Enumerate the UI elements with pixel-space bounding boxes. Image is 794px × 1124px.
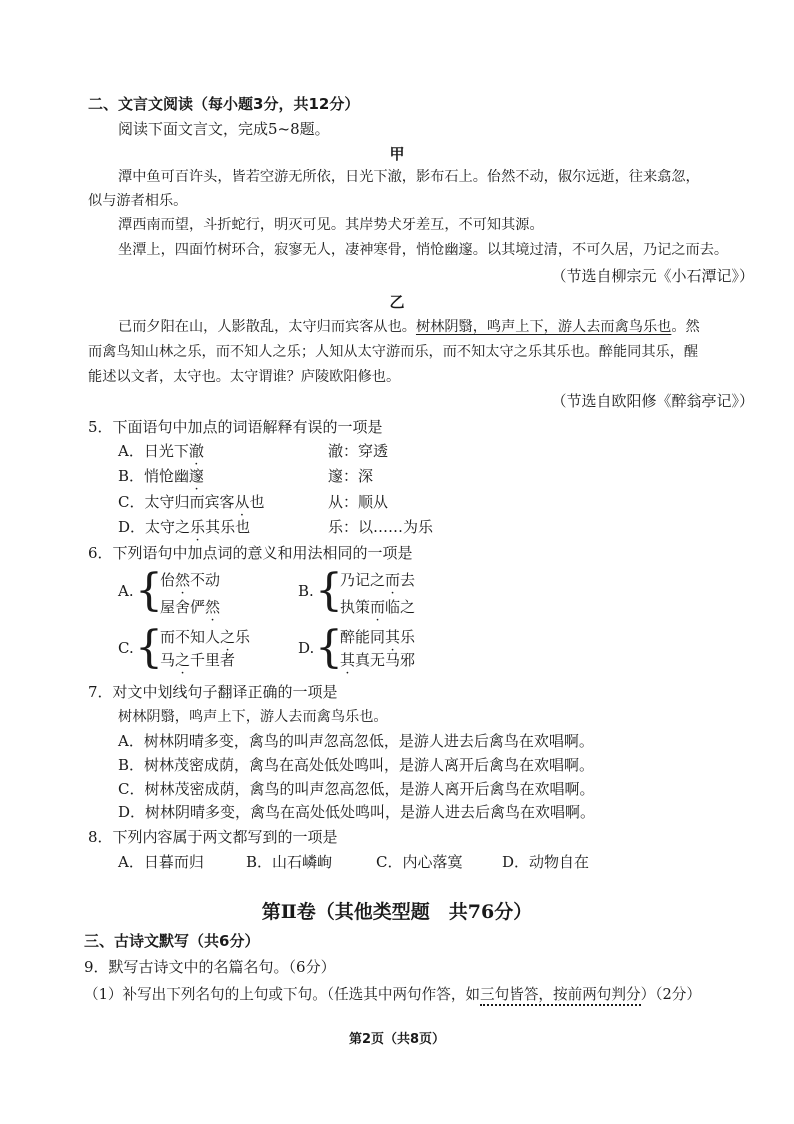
passage-jia-label: 甲 [389,145,405,163]
q7-option-a: A．树林阴晴多变，禽鸟的叫声忽高忽低，是游人进去后禽鸟在欢唱啊。 [118,732,594,750]
q6-c-line2 [160,650,235,670]
q7-option-b: B．树林茂密成荫，禽鸟在高处低处鸣叫，是游人离开后禽鸟在欢唱啊。 [118,756,595,774]
q6-c-line1 [160,627,250,647]
q8-option-c: C．内心落寞 [376,853,463,871]
q9-stem: 9．默写古诗文中的名篇名句。（6分） [84,958,336,976]
text: 屋舍俨 [160,598,206,616]
passage-yi-p1 [118,317,700,337]
passage-yi-p2: 而禽鸟知山林之乐，而不知人之乐；人知从太守游而乐，而不知太守之乐其乐也。醉能同其乐，醒 [88,344,699,360]
section3-title: 三、古诗文默写（共6分） [84,932,260,950]
passage-yi-source: （节选自欧阳修《醉翁亭记》） [551,392,754,410]
q6-letter-d: D. [298,639,315,657]
passage-yi-p1-pre: 已而夕阳在山，人影散乱，太守归而宾客从也。 [118,319,416,335]
option-text: 日光下 [143,442,189,460]
text: 乃记之 [340,571,386,589]
q7-stem: 7．对文中划线句子翻译正确的一项是 [88,683,338,701]
q6-d-line2 [340,650,415,670]
underlined-sentence: 树林阴翳，鸣声上下，游人去而禽鸟乐也 [415,319,672,335]
text: 乐 [235,628,251,646]
text: 佁 [160,571,176,589]
section2-instruction: 阅读下面文言文，完成5~8题。 [118,120,330,138]
option-text: 太守之 [145,518,191,536]
q8-option-b: B．山石嶙峋 [246,853,333,871]
passage-jia-p3: 坐潭上，四面竹树环合，寂寥无人，凄神寒骨，悄怆幽邃。以其境过清，不可久居，乃记之而去。 [118,242,729,258]
option-letter: A． [118,442,144,460]
option-letter: C． [118,493,145,511]
dotted-word: 从 [234,493,250,511]
text: 临之 [385,598,416,616]
text: ）（2分） [640,986,701,1003]
section2-title: 二、文言文阅读（每小题3分，共12分） [88,95,360,113]
q5-option-a [118,441,204,461]
option-text: 悄怆幽 [144,467,190,485]
text: 马 [160,651,176,669]
q5-meaning-a: 澈：穿透 [328,442,389,460]
text: 去 [400,571,416,589]
passage-jia-source: （节选自柳宗元《小石潭记》） [551,267,754,285]
q6-letter-c: C. [118,639,134,657]
brace-icon: { [135,565,163,616]
passage-jia-p1b: 似与游者相乐。 [88,193,188,209]
q6-b-line2 [340,597,415,617]
passage-jia-p2: 潭西南而望，斗折蛇行，明灭可见。其岸势犬牙差互，不可知其源。 [118,217,544,233]
passage-yi-p3: 能述以文者，太守也。太守谓谁？庐陵欧阳修也。 [88,369,401,385]
dotted-word: 乐 [190,518,206,536]
brace-icon: { [315,622,343,673]
text: 乐 [400,628,416,646]
brace-icon: { [315,565,343,616]
q8-option-d: D．动物自在 [502,853,590,871]
option-letter: D． [118,518,146,536]
page-number: 第2页（共8页） [348,1032,446,1047]
q7-option-d: D．树林阴晴多变，禽鸟在高处低处鸣叫，是游人进去后禽鸟在欢唱啊。 [118,803,596,821]
brace-icon: { [135,622,163,673]
dotted-word: 澈 [188,442,204,460]
text: 醉能同 [340,628,386,646]
dotted-word: 然 [175,571,191,589]
passage-jia-p1a: 潭中鱼可百许头，皆若空游无所依，日光下澈，影布石上。佁然不动，俶尔远逝，往来翕忽， [118,169,700,185]
dotted-word: 而 [385,571,401,589]
q6-letter-b: B. [298,582,314,600]
q6-stem: 6．下列语句中加点词的意义和用法相同的一项是 [88,544,413,562]
dotted-word: 邃 [189,467,205,485]
q8-stem: 8．下列内容属于两文都写到的一项是 [88,828,338,846]
text: 不动 [190,571,221,589]
q8-option-a: A．日暮而归 [118,853,204,871]
q5-option-c [118,492,265,512]
q5-option-d [118,517,250,537]
passage-yi-label: 乙 [389,293,405,311]
dotted-word: 其 [340,651,356,669]
text: （1）补写出下列名句的上句或下句。（任选其中两句作答，如 [84,986,481,1003]
q6-d-line1 [340,627,415,647]
q6-letter-a: A. [118,582,134,600]
dotted-phrase: 三句皆答，按前两句判分 [480,986,641,1006]
text: 而不知人 [160,628,221,646]
text: 执策 [340,598,371,616]
q9-1-instruction [84,985,701,1005]
option-text: 其乐也 [205,518,251,536]
q5-meaning-c: 从：顺从 [328,493,389,511]
option-text: 也 [249,493,265,511]
text: 千里者 [190,651,236,669]
q7-quote: 树林阴翳，鸣声上下，游人去而禽鸟乐也。 [118,709,388,725]
q6-a-line1 [160,570,220,590]
text: 真无马邪 [355,651,416,669]
passage-yi-p1-post: 。然 [671,319,700,335]
dotted-word: 而 [370,598,386,616]
q5-option-b [118,466,204,486]
q5-meaning-b: 邃：深 [328,467,374,485]
q5-meaning-d: 乐：以……为乐 [328,518,434,536]
part2-title: 第Ⅱ卷（其他类型题 共76分） [261,901,533,923]
q6-b-line1 [340,570,415,590]
q5-stem: 5．下面语句中加点的词语解释有误的一项是 [88,418,383,436]
dotted-word: 其 [385,628,401,646]
q6-a-line2 [160,597,220,617]
dotted-word: 之 [220,628,236,646]
dotted-word: 之 [175,651,191,669]
option-text: 太守归而宾客 [144,493,235,511]
option-letter: B． [118,467,145,485]
q7-option-c: C．树林茂密成荫，禽鸟的叫声忽高忽低，是游人离开后禽鸟在欢唱啊。 [118,780,595,798]
dotted-word: 然 [205,598,221,616]
